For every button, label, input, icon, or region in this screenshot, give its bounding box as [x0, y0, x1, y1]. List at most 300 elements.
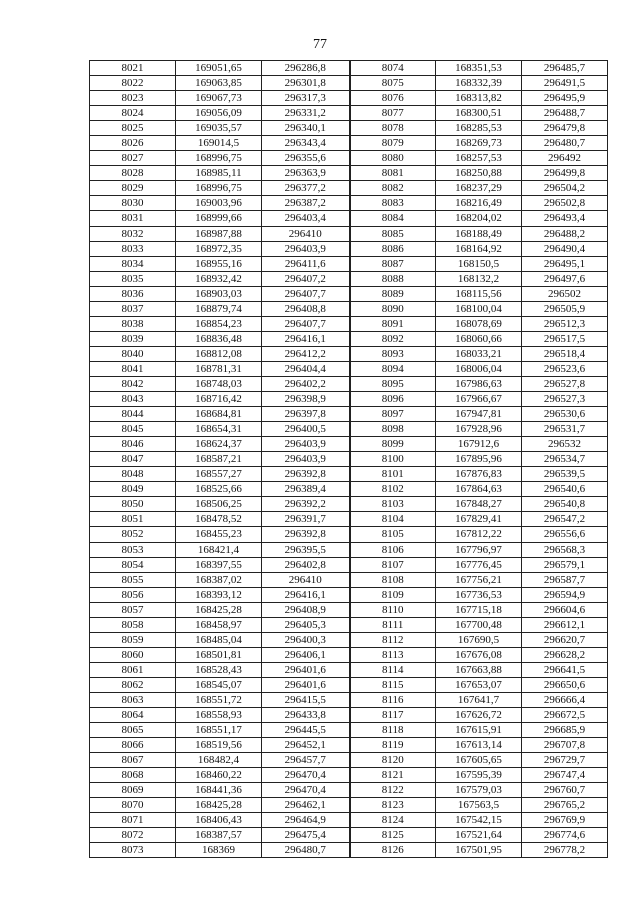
x-coordinate-cell: 167912,6 — [436, 437, 522, 452]
y-coordinate-cell: 296397,8 — [262, 407, 350, 422]
x-coordinate-cell: 167756,21 — [436, 572, 522, 587]
y-coordinate-cell: 296479,8 — [522, 121, 608, 136]
y-coordinate-cell: 296317,3 — [262, 91, 350, 106]
table-row — [90, 226, 608, 241]
point-number-cell: 8053 — [90, 542, 176, 557]
y-coordinate-cell: 296747,4 — [522, 768, 608, 783]
point-number-cell: 8090 — [350, 301, 436, 316]
point-number-cell: 8095 — [350, 376, 436, 391]
y-coordinate-cell: 296685,9 — [522, 723, 608, 738]
x-coordinate-cell: 167501,95 — [436, 843, 522, 858]
point-number-cell: 8116 — [350, 692, 436, 707]
x-coordinate-cell: 168455,23 — [176, 527, 262, 542]
x-coordinate-cell: 168150,5 — [436, 256, 522, 271]
point-number-cell: 8049 — [90, 482, 176, 497]
y-coordinate-cell: 296412,2 — [262, 346, 350, 361]
x-coordinate-cell: 168132,2 — [436, 271, 522, 286]
y-coordinate-cell: 296340,1 — [262, 121, 350, 136]
x-coordinate-cell: 168332,39 — [436, 76, 522, 91]
point-number-cell: 8066 — [90, 738, 176, 753]
y-coordinate-cell: 296620,7 — [522, 632, 608, 647]
y-coordinate-cell: 296650,6 — [522, 677, 608, 692]
x-coordinate-cell: 168987,88 — [176, 226, 262, 241]
y-coordinate-cell: 296666,4 — [522, 692, 608, 707]
y-coordinate-cell: 296729,7 — [522, 753, 608, 768]
point-number-cell: 8117 — [350, 708, 436, 723]
x-coordinate-cell: 168955,16 — [176, 256, 262, 271]
table-row — [90, 166, 608, 181]
point-number-cell: 8081 — [350, 166, 436, 181]
point-number-cell: 8069 — [90, 783, 176, 798]
point-number-cell: 8113 — [350, 647, 436, 662]
point-number-cell: 8029 — [90, 181, 176, 196]
y-coordinate-cell: 296395,5 — [262, 542, 350, 557]
table-row — [90, 151, 608, 166]
table-row — [90, 106, 608, 121]
y-coordinate-cell: 296628,2 — [522, 647, 608, 662]
y-coordinate-cell: 296504,2 — [522, 181, 608, 196]
x-coordinate-cell: 167663,88 — [436, 662, 522, 677]
x-coordinate-cell: 167563,5 — [436, 798, 522, 813]
y-coordinate-cell: 296493,4 — [522, 211, 608, 226]
x-coordinate-cell: 167864,63 — [436, 482, 522, 497]
x-coordinate-cell: 168972,35 — [176, 241, 262, 256]
y-coordinate-cell: 296410 — [262, 226, 350, 241]
point-number-cell: 8126 — [350, 843, 436, 858]
y-coordinate-cell: 296410 — [262, 572, 350, 587]
table-row — [90, 301, 608, 316]
x-coordinate-cell: 168257,53 — [436, 151, 522, 166]
x-coordinate-cell: 168525,66 — [176, 482, 262, 497]
point-number-cell: 8107 — [350, 557, 436, 572]
point-number-cell: 8110 — [350, 602, 436, 617]
x-coordinate-cell: 168551,17 — [176, 723, 262, 738]
table-row — [90, 828, 608, 843]
x-coordinate-cell: 168485,04 — [176, 632, 262, 647]
point-number-cell: 8103 — [350, 497, 436, 512]
table-row — [90, 346, 608, 361]
table-row — [90, 196, 608, 211]
table-row — [90, 482, 608, 497]
y-coordinate-cell: 296392,8 — [262, 467, 350, 482]
table-row — [90, 136, 608, 151]
x-coordinate-cell: 168501,81 — [176, 647, 262, 662]
point-number-cell: 8057 — [90, 602, 176, 617]
point-number-cell: 8076 — [350, 91, 436, 106]
y-coordinate-cell: 296531,7 — [522, 422, 608, 437]
table-row — [90, 437, 608, 452]
point-number-cell: 8060 — [90, 647, 176, 662]
point-number-cell: 8031 — [90, 211, 176, 226]
y-coordinate-cell: 296518,4 — [522, 346, 608, 361]
y-coordinate-cell: 296778,2 — [522, 843, 608, 858]
table-row — [90, 843, 608, 858]
x-coordinate-cell: 168551,72 — [176, 692, 262, 707]
y-coordinate-cell: 296492 — [522, 151, 608, 166]
point-number-cell: 8033 — [90, 241, 176, 256]
x-coordinate-cell: 168624,37 — [176, 437, 262, 452]
y-coordinate-cell: 296490,4 — [522, 241, 608, 256]
point-number-cell: 8079 — [350, 136, 436, 151]
x-coordinate-cell: 168406,43 — [176, 813, 262, 828]
table-row — [90, 376, 608, 391]
x-coordinate-cell: 168999,66 — [176, 211, 262, 226]
table-row — [90, 527, 608, 542]
y-coordinate-cell: 296568,3 — [522, 542, 608, 557]
table-row — [90, 542, 608, 557]
table-row — [90, 181, 608, 196]
y-coordinate-cell: 296470,4 — [262, 783, 350, 798]
point-number-cell: 8088 — [350, 271, 436, 286]
point-number-cell: 8121 — [350, 768, 436, 783]
point-number-cell: 8023 — [90, 91, 176, 106]
x-coordinate-cell: 168441,36 — [176, 783, 262, 798]
coordinate-table — [89, 60, 608, 858]
y-coordinate-cell: 296402,8 — [262, 557, 350, 572]
point-number-cell: 8025 — [90, 121, 176, 136]
x-coordinate-cell: 168985,11 — [176, 166, 262, 181]
table-row — [90, 768, 608, 783]
x-coordinate-cell: 168519,56 — [176, 738, 262, 753]
x-coordinate-cell: 167776,45 — [436, 557, 522, 572]
x-coordinate-cell: 168237,29 — [436, 181, 522, 196]
x-coordinate-cell: 167986,63 — [436, 376, 522, 391]
x-coordinate-cell: 168482,4 — [176, 753, 262, 768]
y-coordinate-cell: 296363,9 — [262, 166, 350, 181]
x-coordinate-cell: 167690,5 — [436, 632, 522, 647]
point-number-cell: 8044 — [90, 407, 176, 422]
y-coordinate-cell: 296389,4 — [262, 482, 350, 497]
x-coordinate-cell: 168478,52 — [176, 512, 262, 527]
point-number-cell: 8096 — [350, 392, 436, 407]
x-coordinate-cell: 169063,85 — [176, 76, 262, 91]
y-coordinate-cell: 296539,5 — [522, 467, 608, 482]
coordinate-table-body — [90, 61, 608, 858]
y-coordinate-cell: 296403,4 — [262, 211, 350, 226]
y-coordinate-cell: 296401,6 — [262, 662, 350, 677]
table-row — [90, 557, 608, 572]
table-row — [90, 61, 608, 76]
x-coordinate-cell: 168351,53 — [436, 61, 522, 76]
x-coordinate-cell: 167595,39 — [436, 768, 522, 783]
point-number-cell: 8100 — [350, 452, 436, 467]
y-coordinate-cell: 296392,2 — [262, 497, 350, 512]
y-coordinate-cell: 296480,7 — [522, 136, 608, 151]
y-coordinate-cell: 296505,9 — [522, 301, 608, 316]
x-coordinate-cell: 168654,31 — [176, 422, 262, 437]
y-coordinate-cell: 296534,7 — [522, 452, 608, 467]
y-coordinate-cell: 296556,6 — [522, 527, 608, 542]
point-number-cell: 8052 — [90, 527, 176, 542]
x-coordinate-cell: 167542,15 — [436, 813, 522, 828]
y-coordinate-cell: 296400,5 — [262, 422, 350, 437]
x-coordinate-cell: 168781,31 — [176, 361, 262, 376]
x-coordinate-cell: 167521,64 — [436, 828, 522, 843]
table-row — [90, 407, 608, 422]
y-coordinate-cell: 296416,1 — [262, 331, 350, 346]
point-number-cell: 8030 — [90, 196, 176, 211]
x-coordinate-cell: 168269,73 — [436, 136, 522, 151]
point-number-cell: 8028 — [90, 166, 176, 181]
point-number-cell: 8108 — [350, 572, 436, 587]
point-number-cell: 8027 — [90, 151, 176, 166]
x-coordinate-cell: 168854,23 — [176, 316, 262, 331]
x-coordinate-cell: 168216,49 — [436, 196, 522, 211]
y-coordinate-cell: 296301,8 — [262, 76, 350, 91]
point-number-cell: 8042 — [90, 376, 176, 391]
point-number-cell: 8022 — [90, 76, 176, 91]
table-row — [90, 361, 608, 376]
x-coordinate-cell: 169035,57 — [176, 121, 262, 136]
y-coordinate-cell: 296355,6 — [262, 151, 350, 166]
point-number-cell: 8080 — [350, 151, 436, 166]
y-coordinate-cell: 296462,1 — [262, 798, 350, 813]
y-coordinate-cell: 296470,4 — [262, 768, 350, 783]
y-coordinate-cell: 296774,6 — [522, 828, 608, 843]
point-number-cell: 8118 — [350, 723, 436, 738]
y-coordinate-cell: 296286,8 — [262, 61, 350, 76]
table-row — [90, 76, 608, 91]
x-coordinate-cell: 167715,18 — [436, 602, 522, 617]
x-coordinate-cell: 169051,65 — [176, 61, 262, 76]
table-row — [90, 647, 608, 662]
x-coordinate-cell: 169014,5 — [176, 136, 262, 151]
point-number-cell: 8046 — [90, 437, 176, 452]
x-coordinate-cell: 168164,92 — [436, 241, 522, 256]
y-coordinate-cell: 296594,9 — [522, 587, 608, 602]
table-row — [90, 753, 608, 768]
y-coordinate-cell: 296407,7 — [262, 286, 350, 301]
y-coordinate-cell: 296495,1 — [522, 256, 608, 271]
point-number-cell: 8062 — [90, 677, 176, 692]
point-number-cell: 8047 — [90, 452, 176, 467]
point-number-cell: 8092 — [350, 331, 436, 346]
point-number-cell: 8032 — [90, 226, 176, 241]
point-number-cell: 8114 — [350, 662, 436, 677]
table-row — [90, 783, 608, 798]
y-coordinate-cell: 296387,2 — [262, 196, 350, 211]
x-coordinate-cell: 168458,97 — [176, 617, 262, 632]
x-coordinate-cell: 168425,28 — [176, 602, 262, 617]
x-coordinate-cell: 168285,53 — [436, 121, 522, 136]
x-coordinate-cell: 167928,96 — [436, 422, 522, 437]
y-coordinate-cell: 296331,2 — [262, 106, 350, 121]
y-coordinate-cell: 296499,8 — [522, 166, 608, 181]
y-coordinate-cell: 296502,8 — [522, 196, 608, 211]
y-coordinate-cell: 296517,5 — [522, 331, 608, 346]
x-coordinate-cell: 168587,21 — [176, 452, 262, 467]
x-coordinate-cell: 169003,96 — [176, 196, 262, 211]
table-row — [90, 241, 608, 256]
y-coordinate-cell: 296398,9 — [262, 392, 350, 407]
point-number-cell: 8063 — [90, 692, 176, 707]
point-number-cell: 8068 — [90, 768, 176, 783]
y-coordinate-cell: 296579,1 — [522, 557, 608, 572]
y-coordinate-cell: 296491,5 — [522, 76, 608, 91]
table-row — [90, 602, 608, 617]
y-coordinate-cell: 296404,4 — [262, 361, 350, 376]
point-number-cell: 8097 — [350, 407, 436, 422]
y-coordinate-cell: 296502 — [522, 286, 608, 301]
x-coordinate-cell: 168903,03 — [176, 286, 262, 301]
point-number-cell: 8105 — [350, 527, 436, 542]
y-coordinate-cell: 296377,2 — [262, 181, 350, 196]
x-coordinate-cell: 169067,73 — [176, 91, 262, 106]
point-number-cell: 8045 — [90, 422, 176, 437]
table-row — [90, 677, 608, 692]
y-coordinate-cell: 296760,7 — [522, 783, 608, 798]
x-coordinate-cell: 167829,41 — [436, 512, 522, 527]
x-coordinate-cell: 168557,27 — [176, 467, 262, 482]
x-coordinate-cell: 168879,74 — [176, 301, 262, 316]
point-number-cell: 8056 — [90, 587, 176, 602]
x-coordinate-cell: 168421,4 — [176, 542, 262, 557]
point-number-cell: 8037 — [90, 301, 176, 316]
x-coordinate-cell: 168425,28 — [176, 798, 262, 813]
y-coordinate-cell: 296488,7 — [522, 106, 608, 121]
point-number-cell: 8034 — [90, 256, 176, 271]
x-coordinate-cell: 168748,03 — [176, 376, 262, 391]
y-coordinate-cell: 296407,2 — [262, 271, 350, 286]
y-coordinate-cell: 296641,5 — [522, 662, 608, 677]
point-number-cell: 8043 — [90, 392, 176, 407]
point-number-cell: 8077 — [350, 106, 436, 121]
point-number-cell: 8073 — [90, 843, 176, 858]
y-coordinate-cell: 296497,6 — [522, 271, 608, 286]
point-number-cell: 8021 — [90, 61, 176, 76]
point-number-cell: 8115 — [350, 677, 436, 692]
y-coordinate-cell: 296769,9 — [522, 813, 608, 828]
y-coordinate-cell: 296343,4 — [262, 136, 350, 151]
x-coordinate-cell: 168545,07 — [176, 677, 262, 692]
y-coordinate-cell: 296416,1 — [262, 587, 350, 602]
point-number-cell: 8058 — [90, 617, 176, 632]
x-coordinate-cell: 168506,25 — [176, 497, 262, 512]
y-coordinate-cell: 296403,9 — [262, 437, 350, 452]
x-coordinate-cell: 168684,81 — [176, 407, 262, 422]
table-row — [90, 286, 608, 301]
x-coordinate-cell: 167676,08 — [436, 647, 522, 662]
y-coordinate-cell: 296523,6 — [522, 361, 608, 376]
point-number-cell: 8120 — [350, 753, 436, 768]
table-row — [90, 497, 608, 512]
x-coordinate-cell: 167700,48 — [436, 617, 522, 632]
point-number-cell: 8109 — [350, 587, 436, 602]
point-number-cell: 8075 — [350, 76, 436, 91]
table-row — [90, 692, 608, 707]
point-number-cell: 8086 — [350, 241, 436, 256]
page-number: 77 — [313, 37, 327, 52]
y-coordinate-cell: 296403,9 — [262, 241, 350, 256]
x-coordinate-cell: 168100,04 — [436, 301, 522, 316]
y-coordinate-cell: 296405,3 — [262, 617, 350, 632]
table-row — [90, 617, 608, 632]
point-number-cell: 8119 — [350, 738, 436, 753]
point-number-cell: 8026 — [90, 136, 176, 151]
x-coordinate-cell: 168313,82 — [436, 91, 522, 106]
y-coordinate-cell: 296604,6 — [522, 602, 608, 617]
table-row — [90, 452, 608, 467]
y-coordinate-cell: 296475,4 — [262, 828, 350, 843]
point-number-cell: 8072 — [90, 828, 176, 843]
y-coordinate-cell: 296403,9 — [262, 452, 350, 467]
point-number-cell: 8083 — [350, 196, 436, 211]
x-coordinate-cell: 167641,7 — [436, 692, 522, 707]
y-coordinate-cell: 296400,3 — [262, 632, 350, 647]
point-number-cell: 8041 — [90, 361, 176, 376]
point-number-cell: 8040 — [90, 346, 176, 361]
point-number-cell: 8084 — [350, 211, 436, 226]
x-coordinate-cell: 167736,53 — [436, 587, 522, 602]
point-number-cell: 8036 — [90, 286, 176, 301]
table-row — [90, 587, 608, 602]
point-number-cell: 8111 — [350, 617, 436, 632]
x-coordinate-cell: 168078,69 — [436, 316, 522, 331]
point-number-cell: 8065 — [90, 723, 176, 738]
point-number-cell: 8050 — [90, 497, 176, 512]
y-coordinate-cell: 296527,8 — [522, 376, 608, 391]
y-coordinate-cell: 296406,1 — [262, 647, 350, 662]
point-number-cell: 8024 — [90, 106, 176, 121]
x-coordinate-cell: 168006,04 — [436, 361, 522, 376]
y-coordinate-cell: 296392,8 — [262, 527, 350, 542]
y-coordinate-cell: 296391,7 — [262, 512, 350, 527]
x-coordinate-cell: 168716,42 — [176, 392, 262, 407]
table-row — [90, 662, 608, 677]
y-coordinate-cell: 296540,6 — [522, 482, 608, 497]
point-number-cell: 8124 — [350, 813, 436, 828]
table-row — [90, 738, 608, 753]
table-row — [90, 211, 608, 226]
y-coordinate-cell: 296587,7 — [522, 572, 608, 587]
point-number-cell: 8122 — [350, 783, 436, 798]
x-coordinate-cell: 168369 — [176, 843, 262, 858]
x-coordinate-cell: 168528,43 — [176, 662, 262, 677]
point-number-cell: 8112 — [350, 632, 436, 647]
point-number-cell: 8101 — [350, 467, 436, 482]
point-number-cell: 8051 — [90, 512, 176, 527]
y-coordinate-cell: 296408,8 — [262, 301, 350, 316]
x-coordinate-cell: 167966,67 — [436, 392, 522, 407]
y-coordinate-cell: 296408,9 — [262, 602, 350, 617]
x-coordinate-cell: 167848,27 — [436, 497, 522, 512]
table-row — [90, 723, 608, 738]
x-coordinate-cell: 169056,09 — [176, 106, 262, 121]
x-coordinate-cell: 167947,81 — [436, 407, 522, 422]
table-row — [90, 467, 608, 482]
y-coordinate-cell: 296464,9 — [262, 813, 350, 828]
point-number-cell: 8039 — [90, 331, 176, 346]
x-coordinate-cell: 168115,56 — [436, 286, 522, 301]
y-coordinate-cell: 296411,6 — [262, 256, 350, 271]
point-number-cell: 8070 — [90, 798, 176, 813]
y-coordinate-cell: 296407,7 — [262, 316, 350, 331]
x-coordinate-cell: 168397,55 — [176, 557, 262, 572]
point-number-cell: 8035 — [90, 271, 176, 286]
x-coordinate-cell: 168812,08 — [176, 346, 262, 361]
y-coordinate-cell: 296527,3 — [522, 392, 608, 407]
point-number-cell: 8055 — [90, 572, 176, 587]
table-row — [90, 422, 608, 437]
x-coordinate-cell: 168558,93 — [176, 708, 262, 723]
y-coordinate-cell: 296495,9 — [522, 91, 608, 106]
y-coordinate-cell: 296765,2 — [522, 798, 608, 813]
x-coordinate-cell: 168836,48 — [176, 331, 262, 346]
y-coordinate-cell: 296488,2 — [522, 226, 608, 241]
point-number-cell: 8102 — [350, 482, 436, 497]
point-number-cell: 8125 — [350, 828, 436, 843]
y-coordinate-cell: 296485,7 — [522, 61, 608, 76]
